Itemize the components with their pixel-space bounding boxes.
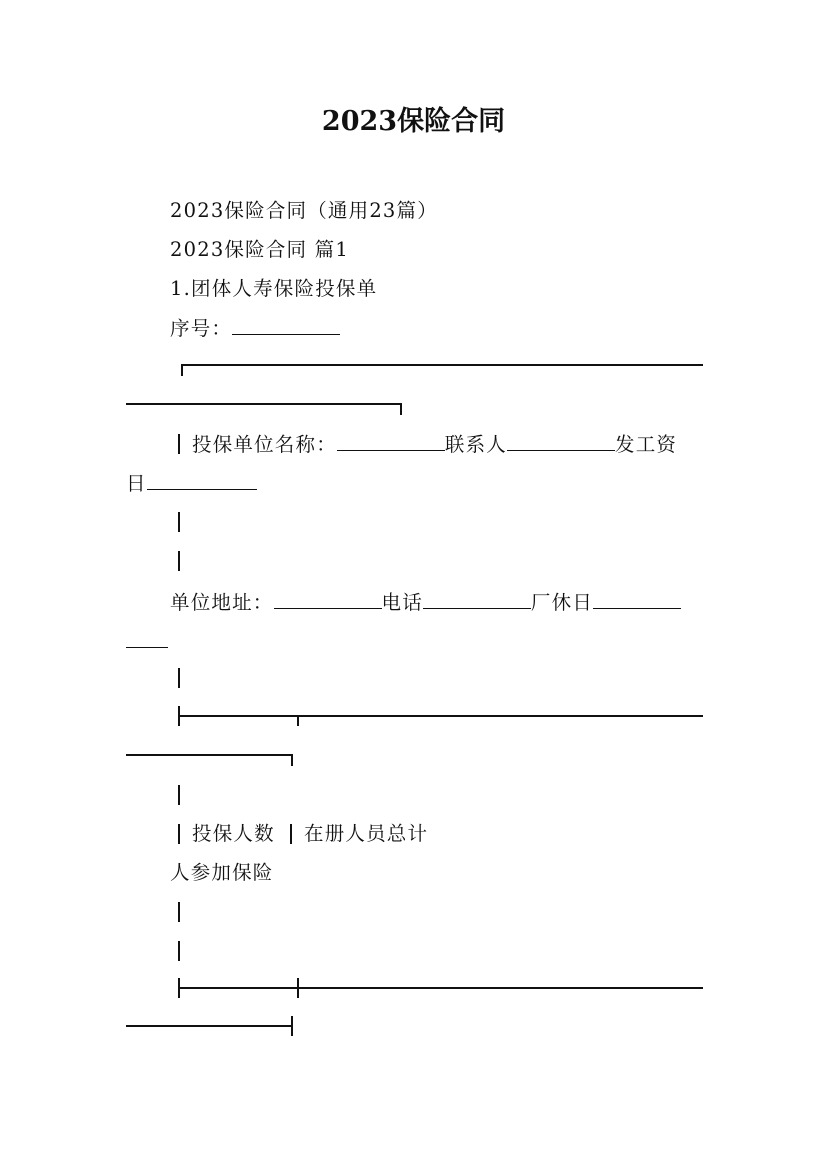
box-middle-rule bbox=[178, 715, 703, 717]
address-label: 单位地址： bbox=[170, 591, 274, 614]
box-middle-rule bbox=[178, 987, 703, 989]
phone-label: 电话 bbox=[381, 591, 423, 614]
serial-number-blank[interactable] bbox=[232, 316, 340, 335]
box-left-border bbox=[178, 668, 180, 688]
box-middle-rule-wrap bbox=[126, 754, 292, 756]
box-inner-border bbox=[290, 824, 292, 844]
serial-number-label: 序号： bbox=[170, 317, 233, 340]
box-divider-corner bbox=[291, 754, 293, 766]
applicant-name-blank[interactable] bbox=[337, 432, 445, 451]
box-divider-cross bbox=[297, 978, 299, 998]
rest-day-blank-wrap[interactable] bbox=[126, 629, 168, 648]
box-left-border bbox=[178, 551, 180, 571]
section-heading: 2023保险合同 篇1 bbox=[170, 238, 349, 261]
box-left-border bbox=[178, 941, 180, 961]
box-divider-right-tee bbox=[291, 1016, 293, 1036]
box-corner-top-right bbox=[400, 403, 402, 415]
payday-label: 发工资 bbox=[615, 433, 678, 456]
total-staff-label: 在册人员总计 bbox=[304, 822, 429, 845]
contact-label: 联系人 bbox=[444, 433, 508, 456]
applicant-name-label: 投保单位名称： bbox=[192, 433, 337, 456]
box-left-border bbox=[178, 785, 180, 805]
form-title: 1.团体人寿保险投保单 bbox=[170, 277, 378, 300]
doc-subtitle: 2023保险合同（通用23篇） bbox=[170, 199, 438, 222]
insured-count-label: 投保人数 bbox=[192, 822, 275, 845]
box-left-border bbox=[178, 512, 180, 532]
payday-row-wrap bbox=[126, 471, 704, 496]
box-top-rule-wrap bbox=[126, 403, 400, 405]
box-middle-rule-wrap bbox=[126, 1025, 292, 1027]
serial-number-row bbox=[170, 316, 748, 341]
participants-label: 人参加保险 bbox=[170, 861, 274, 884]
address-blank[interactable] bbox=[274, 590, 382, 609]
rest-day-label: 厂休日 bbox=[530, 591, 594, 614]
box-left-border bbox=[178, 434, 180, 454]
applicant-row bbox=[192, 432, 712, 457]
rest-day-blank[interactable] bbox=[593, 590, 681, 609]
contact-blank[interactable] bbox=[507, 432, 615, 451]
address-row bbox=[170, 590, 748, 615]
box-top-rule bbox=[181, 364, 703, 366]
page-title: 2023保险合同 bbox=[321, 106, 506, 137]
rest-day-wrap bbox=[126, 629, 704, 654]
payday-blank[interactable] bbox=[147, 471, 257, 490]
box-left-border bbox=[178, 902, 180, 922]
box-divider-tee bbox=[297, 715, 299, 726]
box-left-border bbox=[178, 824, 180, 844]
payday-day-label: 日 bbox=[126, 472, 147, 495]
phone-blank[interactable] bbox=[423, 590, 531, 609]
